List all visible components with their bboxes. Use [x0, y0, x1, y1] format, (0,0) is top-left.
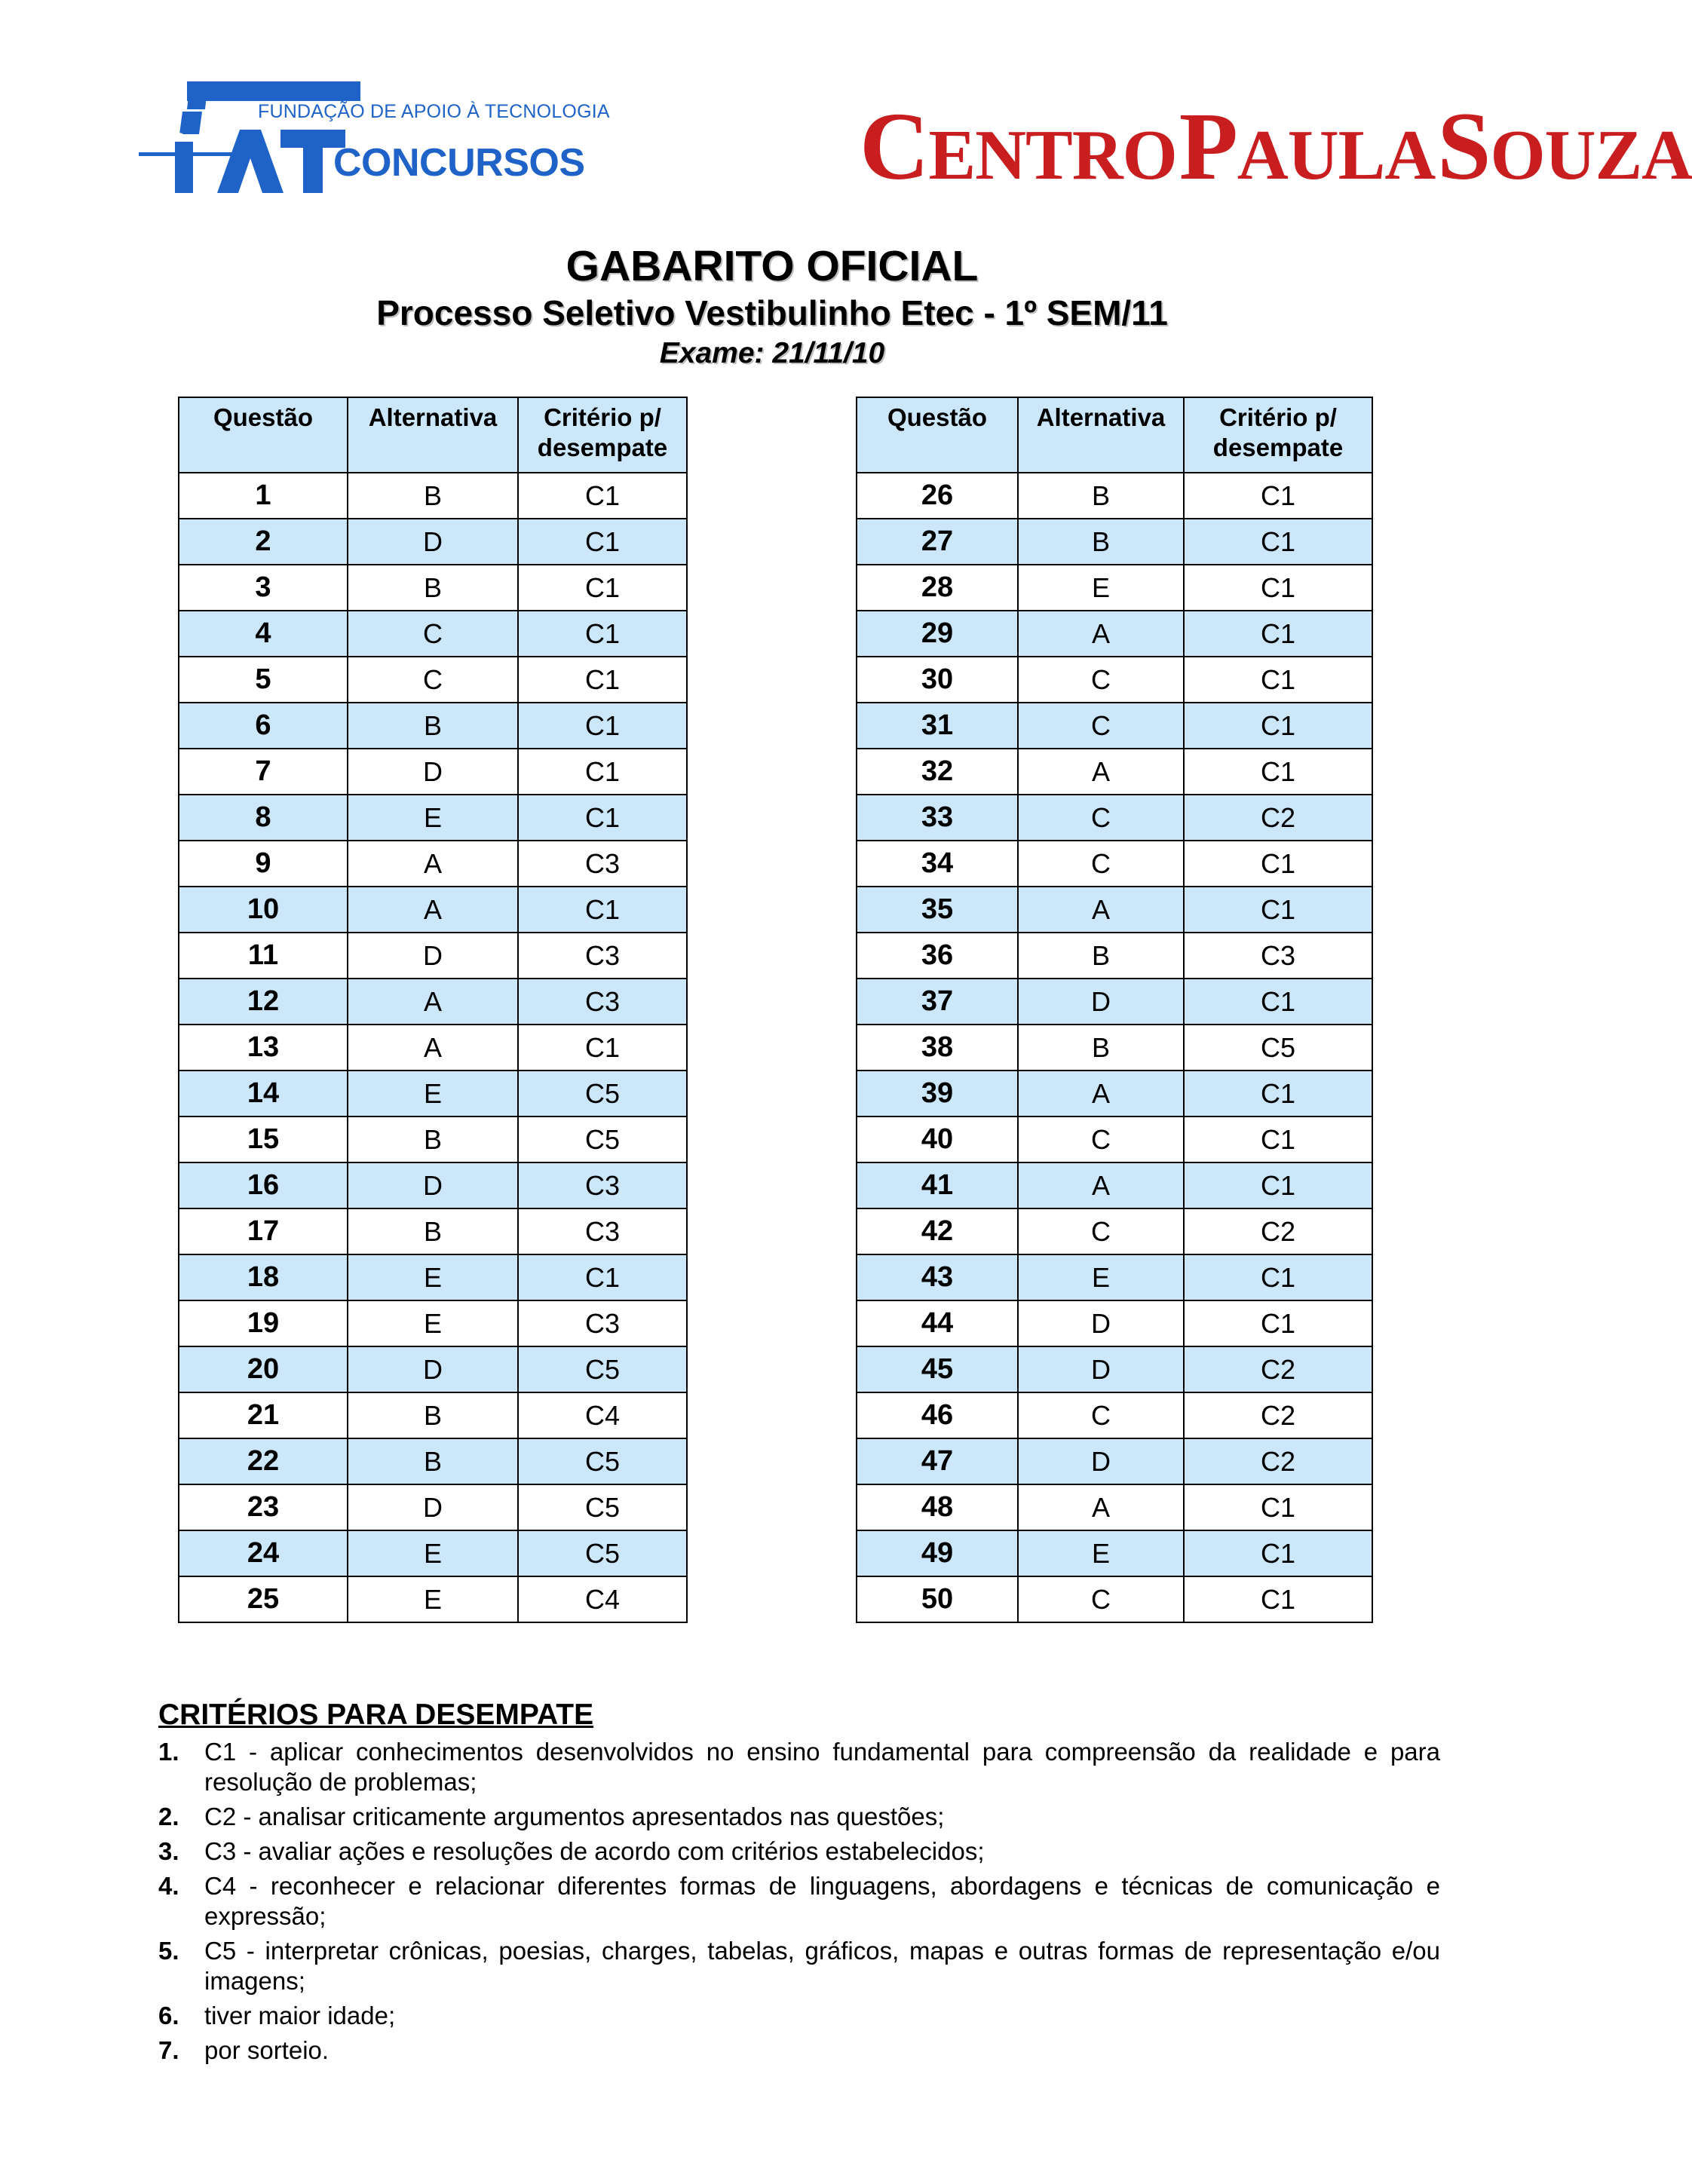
table-row	[857, 1162, 1372, 1208]
question-cell: 14	[179, 1071, 348, 1117]
criterion-cell: C1	[1184, 841, 1372, 887]
alternative-cell: B	[1018, 1025, 1184, 1071]
cps-letters: ENTRO	[928, 116, 1177, 195]
table-row	[179, 1346, 687, 1392]
alternative-cell: D	[348, 1346, 518, 1392]
alternative-cell: E	[1018, 1530, 1184, 1576]
question-cell: 39	[857, 1071, 1018, 1117]
table-row	[179, 1576, 687, 1622]
table-row	[179, 611, 687, 657]
criteria-item	[158, 2035, 1440, 2066]
criteria-number: 1.	[158, 1738, 179, 1766]
table-row	[857, 1117, 1372, 1162]
criterion-cell: C1	[518, 657, 687, 703]
table-row	[179, 887, 687, 933]
table-row	[179, 979, 687, 1025]
alternative-cell: B	[1018, 519, 1184, 565]
criterion-cell: C5	[518, 1484, 687, 1530]
question-cell: 46	[857, 1392, 1018, 1438]
answer-table-right	[856, 397, 1373, 1623]
cps-letter: S	[1437, 93, 1491, 200]
question-cell: 12	[179, 979, 348, 1025]
answer-rows-right	[857, 473, 1372, 1622]
table-header-row	[179, 397, 687, 473]
question-cell: 15	[179, 1117, 348, 1162]
alternative-cell: A	[348, 979, 518, 1025]
question-cell: 48	[857, 1484, 1018, 1530]
criteria-text: C5 - interpretar crônicas, poesias, charges, tabelas, gráficos, mapas e outras formas de representação e/ou imagens;	[204, 1937, 1440, 1995]
alternative-cell: D	[1018, 1438, 1184, 1484]
question-cell: 38	[857, 1025, 1018, 1071]
criterion-cell: C1	[518, 519, 687, 565]
header-question: Questão	[857, 397, 1018, 473]
table-header-row	[857, 397, 1372, 473]
question-cell: 9	[179, 841, 348, 887]
table-row	[857, 565, 1372, 611]
criterion-cell: C3	[1184, 933, 1372, 979]
table-row	[857, 657, 1372, 703]
alternative-cell: E	[348, 1576, 518, 1622]
question-cell: 35	[857, 887, 1018, 933]
question-cell: 41	[857, 1162, 1018, 1208]
criteria-text: por sorteio.	[204, 2036, 330, 2064]
alternative-cell: D	[1018, 1346, 1184, 1392]
criteria-number: 3.	[158, 1837, 179, 1865]
criteria-text: tiver maior idade;	[204, 2002, 396, 2029]
table-row	[179, 1025, 687, 1071]
criterion-cell: C1	[1184, 1162, 1372, 1208]
table-row	[179, 1254, 687, 1300]
alternative-cell: A	[1018, 1162, 1184, 1208]
alternative-cell: C	[348, 611, 518, 657]
question-cell: 1	[179, 473, 348, 519]
alternative-cell: C	[1018, 1392, 1184, 1438]
question-cell: 42	[857, 1208, 1018, 1254]
alternative-cell: A	[1018, 1484, 1184, 1530]
question-cell: 26	[857, 473, 1018, 519]
criteria-heading: CRITÉRIOS PARA DESEMPATE	[158, 1698, 594, 1731]
cps-letter: P	[1179, 93, 1237, 200]
header-alternative: Alternativa	[348, 397, 518, 473]
criterion-cell: C1	[1184, 611, 1372, 657]
table-row	[857, 1300, 1372, 1346]
table-row	[857, 1530, 1372, 1576]
alternative-cell: B	[348, 1117, 518, 1162]
table-row	[179, 1162, 687, 1208]
criteria-item	[158, 2001, 1440, 2031]
criterion-cell: C5	[518, 1346, 687, 1392]
alternative-cell: E	[1018, 565, 1184, 611]
page-title: GABARITO OFICIAL	[566, 242, 979, 290]
exam-date: Exame: 21/11/10	[659, 337, 885, 369]
criterion-cell: C5	[518, 1117, 687, 1162]
table-row	[179, 657, 687, 703]
question-cell: 5	[179, 657, 348, 703]
question-cell: 4	[179, 611, 348, 657]
question-cell: 18	[179, 1254, 348, 1300]
table-row	[179, 1208, 687, 1254]
criterion-cell: C1	[1184, 887, 1372, 933]
answer-rows-left	[179, 473, 687, 1622]
table-row	[857, 1025, 1372, 1071]
table-row	[179, 795, 687, 841]
table-row	[857, 841, 1372, 887]
page-subtitle: Processo Seletivo Vestibulinho Etec - 1º SEM/11	[376, 293, 1168, 332]
criteria-item	[158, 1836, 1440, 1867]
criteria-text: C1 - aplicar conhecimentos desenvolvidos no ensino fundamental para compreensão da realidade e para resolução de problemas;	[204, 1738, 1440, 1796]
question-cell: 22	[179, 1438, 348, 1484]
fat-concursos-text: CONCURSOS	[333, 141, 585, 185]
alternative-cell: A	[1018, 611, 1184, 657]
criteria-item	[158, 1936, 1440, 1996]
criterion-cell: C1	[1184, 1254, 1372, 1300]
fat-foundation-text: FUNDAÇÃO DE APOIO À TECNOLOGIA	[258, 101, 610, 122]
alternative-cell: E	[1018, 1254, 1184, 1300]
alternative-cell: B	[348, 473, 518, 519]
question-cell: 13	[179, 1025, 348, 1071]
question-cell: 7	[179, 749, 348, 795]
table-row	[179, 749, 687, 795]
question-cell: 33	[857, 795, 1018, 841]
criterion-cell: C1	[1184, 1071, 1372, 1117]
criterion-cell: C1	[1184, 657, 1372, 703]
alternative-cell: E	[348, 1530, 518, 1576]
table-row	[857, 703, 1372, 749]
alternative-cell: C	[1018, 657, 1184, 703]
alternative-cell: C	[1018, 1208, 1184, 1254]
table-row	[857, 979, 1372, 1025]
table-row	[857, 795, 1372, 841]
question-cell: 37	[857, 979, 1018, 1025]
question-cell: 45	[857, 1346, 1018, 1392]
criterion-cell: C1	[518, 1025, 687, 1071]
table-row	[179, 1530, 687, 1576]
question-cell: 8	[179, 795, 348, 841]
alternative-cell: C	[1018, 703, 1184, 749]
criterion-cell: C2	[1184, 1208, 1372, 1254]
criterion-cell: C3	[518, 979, 687, 1025]
question-cell: 27	[857, 519, 1018, 565]
criterion-cell: C4	[518, 1392, 687, 1438]
criterion-cell: C3	[518, 1208, 687, 1254]
alternative-cell: E	[348, 795, 518, 841]
question-cell: 24	[179, 1530, 348, 1576]
alternative-cell: E	[348, 1254, 518, 1300]
alternative-cell: D	[1018, 979, 1184, 1025]
question-cell: 28	[857, 565, 1018, 611]
table-row	[857, 887, 1372, 933]
table-row	[857, 1254, 1372, 1300]
table-row	[179, 1071, 687, 1117]
table-row	[857, 611, 1372, 657]
question-cell: 20	[179, 1346, 348, 1392]
alternative-cell: A	[348, 887, 518, 933]
table-row	[179, 1392, 687, 1438]
alternative-cell: B	[1018, 473, 1184, 519]
criteria-text: C2 - analisar criticamente argumentos apresentados nas questões;	[204, 1803, 945, 1830]
question-cell: 2	[179, 519, 348, 565]
alternative-cell: D	[348, 749, 518, 795]
table-row	[179, 1117, 687, 1162]
criterion-cell: C1	[1184, 749, 1372, 795]
criterion-cell: C1	[518, 795, 687, 841]
alternative-cell: E	[348, 1300, 518, 1346]
criteria-number: 6.	[158, 2002, 179, 2029]
criterion-cell: C1	[1184, 1576, 1372, 1622]
alternative-cell: B	[348, 1392, 518, 1438]
table-row	[179, 933, 687, 979]
criterion-cell: C5	[518, 1438, 687, 1484]
question-cell: 49	[857, 1530, 1018, 1576]
question-cell: 40	[857, 1117, 1018, 1162]
question-cell: 32	[857, 749, 1018, 795]
table-row	[179, 1300, 687, 1346]
criterion-cell: C5	[1184, 1025, 1372, 1071]
table-row	[857, 1392, 1372, 1438]
criterion-cell: C1	[1184, 1484, 1372, 1530]
table-row	[857, 1576, 1372, 1622]
criterion-cell: C2	[1184, 1346, 1372, 1392]
alternative-cell: C	[348, 657, 518, 703]
alternative-cell: C	[1018, 1117, 1184, 1162]
question-cell: 16	[179, 1162, 348, 1208]
criterion-cell: C3	[518, 1162, 687, 1208]
alternative-cell: B	[348, 703, 518, 749]
criterion-cell: C1	[518, 1254, 687, 1300]
alternative-cell: B	[348, 1208, 518, 1254]
question-cell: 23	[179, 1484, 348, 1530]
header-criterion: Critério p/ desempate	[1184, 397, 1372, 473]
table-row	[179, 841, 687, 887]
question-cell: 31	[857, 703, 1018, 749]
question-cell: 17	[179, 1208, 348, 1254]
criterion-cell: C1	[518, 473, 687, 519]
table-row	[179, 703, 687, 749]
alternative-cell: D	[348, 933, 518, 979]
criterion-cell: C3	[518, 1300, 687, 1346]
table-row	[857, 1438, 1372, 1484]
criterion-cell: C1	[518, 565, 687, 611]
criteria-text: C3 - avaliar ações e resoluções de acordo com critérios estabelecidos;	[204, 1837, 985, 1865]
criterion-cell: C1	[1184, 1530, 1372, 1576]
criteria-list	[158, 1737, 1440, 2070]
table-row	[857, 933, 1372, 979]
question-cell: 30	[857, 657, 1018, 703]
cps-letter: C	[860, 93, 929, 200]
question-cell: 50	[857, 1576, 1018, 1622]
table-row	[179, 1438, 687, 1484]
header-question: Questão	[179, 397, 348, 473]
criterion-cell: C3	[518, 841, 687, 887]
criterion-cell: C3	[518, 933, 687, 979]
alternative-cell: B	[348, 565, 518, 611]
question-cell: 34	[857, 841, 1018, 887]
criteria-number: 5.	[158, 1937, 179, 1965]
table-row	[179, 519, 687, 565]
table-row	[179, 473, 687, 519]
alternative-cell: A	[348, 1025, 518, 1071]
criterion-cell: C1	[518, 887, 687, 933]
criterion-cell: C1	[1184, 979, 1372, 1025]
table-row	[857, 519, 1372, 565]
header-alternative: Alternativa	[1018, 397, 1184, 473]
question-cell: 11	[179, 933, 348, 979]
question-cell: 19	[179, 1300, 348, 1346]
criterion-cell: C1	[1184, 473, 1372, 519]
alternative-cell: A	[1018, 887, 1184, 933]
alternative-cell: B	[348, 1438, 518, 1484]
criterion-cell: C1	[1184, 703, 1372, 749]
answer-table-left	[178, 397, 688, 1623]
question-cell: 43	[857, 1254, 1018, 1300]
alternative-cell: E	[348, 1071, 518, 1117]
alternative-cell: A	[1018, 1071, 1184, 1117]
criteria-number: 2.	[158, 1803, 179, 1830]
question-cell: 25	[179, 1576, 348, 1622]
table-row	[857, 473, 1372, 519]
alternative-cell: D	[1018, 1300, 1184, 1346]
table-row	[857, 1346, 1372, 1392]
criteria-item	[158, 1737, 1440, 1797]
criterion-cell: C1	[1184, 565, 1372, 611]
question-cell: 6	[179, 703, 348, 749]
table-row	[179, 1484, 687, 1530]
question-cell: 36	[857, 933, 1018, 979]
question-cell: 10	[179, 887, 348, 933]
cps-letters: AULA	[1237, 116, 1436, 195]
table-row	[857, 749, 1372, 795]
criteria-number: 4.	[158, 1872, 179, 1900]
centro-paula-souza-logo	[860, 93, 1692, 200]
criterion-cell: C2	[1184, 795, 1372, 841]
table-row	[857, 1071, 1372, 1117]
table-row	[857, 1484, 1372, 1530]
criterion-cell: C1	[518, 749, 687, 795]
criteria-text: C4 - reconhecer e relacionar diferentes formas de linguagens, abordagens e técnicas de comunicação e expressão;	[204, 1872, 1440, 1930]
criteria-item	[158, 1871, 1440, 1931]
criterion-cell: C1	[1184, 1117, 1372, 1162]
criterion-cell: C1	[1184, 1300, 1372, 1346]
fat-concursos-logo	[136, 75, 610, 204]
criterion-cell: C2	[1184, 1438, 1372, 1484]
question-cell: 47	[857, 1438, 1018, 1484]
table-row	[857, 1208, 1372, 1254]
alternative-cell: C	[1018, 1576, 1184, 1622]
criteria-item	[158, 1802, 1440, 1832]
criteria-number: 7.	[158, 2036, 179, 2064]
alternative-cell: A	[348, 841, 518, 887]
criterion-cell: C5	[518, 1530, 687, 1576]
cps-letters: OUZA	[1490, 116, 1692, 195]
alternative-cell: A	[1018, 749, 1184, 795]
criterion-cell: C2	[1184, 1392, 1372, 1438]
alternative-cell: D	[348, 1162, 518, 1208]
question-cell: 44	[857, 1300, 1018, 1346]
alternative-cell: D	[348, 519, 518, 565]
criterion-cell: C1	[518, 611, 687, 657]
alternative-cell: B	[1018, 933, 1184, 979]
header-criterion: Critério p/ desempate	[518, 397, 687, 473]
question-cell: 21	[179, 1392, 348, 1438]
criterion-cell: C5	[518, 1071, 687, 1117]
question-cell: 29	[857, 611, 1018, 657]
alternative-cell: C	[1018, 841, 1184, 887]
criterion-cell: C1	[518, 703, 687, 749]
table-row	[179, 565, 687, 611]
criterion-cell: C4	[518, 1576, 687, 1622]
alternative-cell: C	[1018, 795, 1184, 841]
question-cell: 3	[179, 565, 348, 611]
alternative-cell: D	[348, 1484, 518, 1530]
criterion-cell: C1	[1184, 519, 1372, 565]
